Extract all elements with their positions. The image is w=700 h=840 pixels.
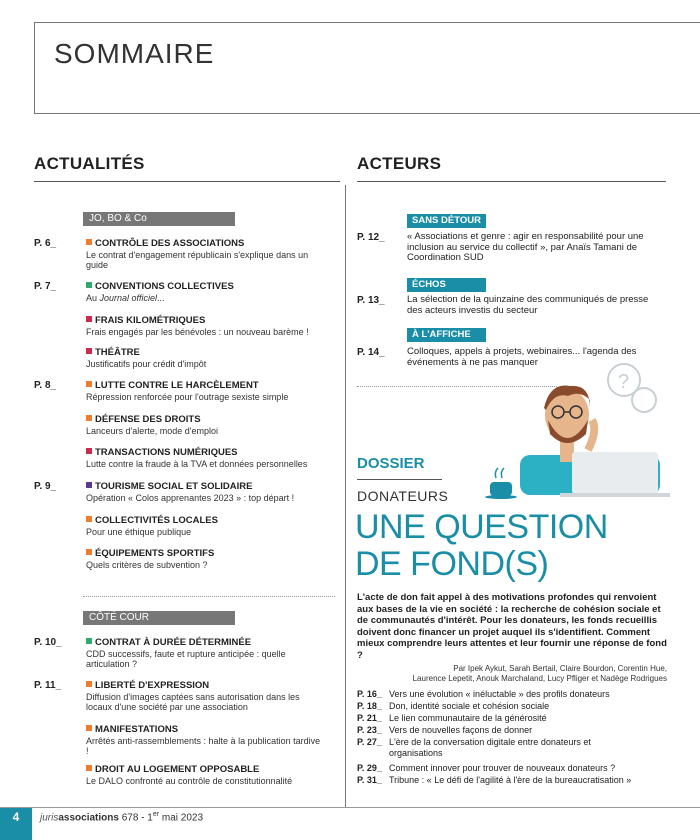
acteurs-tag: À L'AFFICHE (407, 328, 486, 342)
toc-item-title (86, 638, 321, 649)
toc-item-desc: Pour une éthique publique (86, 526, 192, 537)
toc-item[interactable] (86, 448, 321, 469)
toc-item-title (86, 282, 321, 293)
toc-item-title (86, 239, 321, 250)
desc-pre: Au (86, 292, 100, 303)
toc-item-desc: Le DALO confronté au contrôle de constitutionnalité (86, 775, 293, 786)
page-ref: P. 13_ (357, 295, 385, 306)
page-ref: P. 12_ (357, 232, 385, 243)
issue: 678 - 1 (118, 812, 153, 824)
toc-item-desc: Lanceurs d'alerte, mode d'emploi (86, 425, 219, 436)
footer-rule (0, 807, 700, 808)
page-ref: P. 9_ (34, 481, 57, 492)
dossier-row-title: L'ère de la conversation digitale entre donateurs et organisations (389, 737, 591, 758)
toc-item-title (86, 381, 321, 392)
page-ref: P. 11_ (34, 680, 62, 691)
toc-item[interactable] (86, 482, 321, 503)
dossier-title-line1: UNE QUESTION (355, 508, 608, 546)
toc-item-title-text: FRAIS KILOMÉTRIQUES (95, 315, 206, 326)
toc-item-title (86, 725, 321, 736)
toc-item-title-text: TOURISME SOCIAL ET SOLIDAIRE (95, 481, 253, 492)
page-ref: P. 14_ (357, 347, 385, 358)
toc-item[interactable] (86, 415, 321, 436)
toc-item[interactable] (86, 725, 321, 757)
issue-sup: er (152, 811, 160, 818)
category-square-icon (86, 316, 92, 322)
toc-item[interactable] (86, 282, 321, 303)
dossier-row[interactable] (357, 713, 667, 724)
dossier-row[interactable] (357, 725, 667, 736)
toc-item[interactable] (86, 681, 321, 713)
toc-item-title-text: CONTRÔLE DES ASSOCIATIONS (95, 238, 245, 249)
desc-post: ... (157, 292, 165, 303)
page-ref: P. 18_ (357, 701, 382, 711)
acteurs-heading: ACTEURS (357, 154, 442, 173)
page-ref: P. 29_ (357, 763, 382, 773)
toc-item[interactable] (86, 638, 321, 670)
category-square-icon (86, 381, 92, 387)
toc-item[interactable] (86, 516, 321, 537)
dossier-row-title: Le lien communautaire de la générosité (389, 713, 547, 723)
toc-item[interactable] (86, 316, 321, 337)
toc-item-desc: Arrêtés anti-rassemblements : halte à la publication tardive ! (86, 735, 321, 756)
category-square-icon (86, 282, 92, 288)
toc-item-title-text: COLLECTIVITÉS LOCALES (95, 515, 218, 526)
acteurs-rule (357, 181, 666, 182)
toc-item-title-text: DROIT AU LOGEMENT OPPOSABLE (95, 764, 260, 775)
dossier-row[interactable] (357, 763, 667, 774)
dossier-authors-2: Laurence Lepetit, Anouk Marchaland, Lucy Pfliger et Nadège Rodrigues (412, 674, 667, 683)
dossier-row[interactable] (357, 701, 667, 712)
donor-illustration (460, 360, 680, 500)
dossier-row-title: Vers de nouvelles façons de donner (389, 725, 533, 735)
toc-item-title (86, 765, 321, 776)
toc-item[interactable] (86, 765, 321, 786)
toc-item-title-text: MANIFESTATIONS (95, 724, 179, 735)
category-square-icon (86, 239, 92, 245)
toc-item-title-text: DÉFENSE DES DROITS (95, 414, 201, 425)
brand-associations: associations (58, 812, 119, 824)
toc-item-desc: CDD successifs, faute et rupture anticipée : quelle articulation ? (86, 648, 286, 669)
toc-item[interactable] (86, 239, 321, 271)
toc-item-title-text: TRANSACTIONS NUMÉRIQUES (95, 447, 238, 458)
toc-item-title (86, 316, 321, 327)
dossier-row[interactable] (357, 737, 667, 758)
dossier-label: DOSSIER (357, 455, 425, 472)
toc-item-desc: Lutte contre la fraude à la TVA et données personnelles (86, 458, 308, 469)
toc-item-desc: Frais engagés par les bénévoles : un nouveau barème ! (86, 326, 309, 337)
page-title: SOMMAIRE (54, 38, 215, 69)
brand-juris: juris (40, 812, 59, 824)
category-square-icon (86, 348, 92, 354)
category-square-icon (86, 638, 92, 644)
toc-item-desc: Opération « Colos apprenantes 2023 » : top départ ! (86, 492, 295, 503)
toc-item-title-text: CONTRAT À DURÉE DÉTERMINÉE (95, 637, 252, 648)
section-jo-bo: JO, BO & Co (83, 212, 235, 226)
acteurs-item[interactable]: La sélection de la quinzaine des communiqués de presse des acteurs investis du secteur (407, 294, 649, 316)
toc-item-title-text: LUTTE CONTRE LE HARCÈLEMENT (95, 380, 259, 391)
page-ref: P. 21_ (357, 713, 382, 723)
column-divider (345, 185, 346, 807)
separator (83, 596, 335, 597)
toc-item-desc: Quels critères de subvention ? (86, 559, 208, 570)
category-square-icon (86, 516, 92, 522)
section-cote-cour: CÔTÉ COUR (83, 611, 235, 625)
dossier-row-title: Tribune : « Le défi de l'agilité à l'ère de la bureaucratisation » (389, 775, 632, 785)
page-ref: P. 31_ (357, 775, 382, 785)
dossier-authors-1: Par Ipek Aykut, Sarah Bertail, Claire Bourdon, Corentin Hue, (453, 664, 667, 673)
actualites-rule (34, 181, 340, 182)
toc-item-title-text: THÉÂTRE (95, 347, 140, 358)
acteurs-item[interactable]: « Associations et genre : agir en responsabilité pour une inclusion au service du collectif », par Anaïs Tamani de Coordination SUD (407, 231, 644, 263)
date: mai 2023 (159, 812, 204, 824)
dossier-row-title: Don, identité sociale et cohésion sociale (389, 701, 550, 711)
acteurs-tag: ÉCHOS (407, 278, 486, 292)
toc-item-title (86, 415, 321, 426)
toc-item-title (86, 681, 321, 692)
category-square-icon (86, 725, 92, 731)
toc-item-desc: Répression renforcée pour l'outrage sexiste simple (86, 391, 289, 402)
page-ref: P. 10_ (34, 637, 62, 648)
toc-item-desc: Le contrat d'engagement républicain s'explique dans un guide (86, 249, 309, 270)
footer-publication (40, 811, 203, 823)
page-ref: P. 16_ (357, 689, 382, 699)
actualites-heading: ACTUALITÉS (34, 154, 145, 173)
acteurs-item[interactable]: Colloques, appels à projets, webinaires... l'agenda des événements à ne pas manquer (407, 346, 637, 368)
dossier-row-title: Comment innover pour trouver de nouveaux donateurs ? (389, 763, 616, 773)
toc-item-desc (86, 293, 321, 304)
page-ref: P. 8_ (34, 380, 57, 391)
category-square-icon (86, 549, 92, 555)
toc-item-title (86, 516, 321, 527)
acteurs-tag: SANS DÉTOUR (407, 214, 486, 228)
category-square-icon (86, 482, 92, 488)
toc-item[interactable] (86, 381, 321, 402)
toc-item-title (86, 549, 321, 560)
toc-item-title (86, 482, 321, 493)
category-square-icon (86, 765, 92, 771)
toc-item-title (86, 348, 321, 359)
page-ref: P. 6_ (34, 238, 57, 249)
page-ref: P. 27_ (357, 737, 382, 747)
toc-item-title-text: CONVENTIONS COLLECTIVES (95, 281, 234, 292)
dossier-row[interactable] (357, 689, 667, 700)
category-square-icon (86, 448, 92, 454)
dossier-rule (357, 479, 442, 480)
toc-item-title-text: LIBERTÉ D'EXPRESSION (95, 680, 210, 691)
toc-item-desc: Diffusion d'images captées sans autorisation dans les locaux d'une société par une association (86, 691, 300, 712)
category-square-icon (86, 681, 92, 687)
page-number: 4 (0, 808, 32, 840)
dossier-title-line2: DE FOND(S) (355, 545, 549, 583)
category-square-icon (86, 415, 92, 421)
toc-item[interactable] (86, 348, 321, 369)
dossier-intro: L'acte de don fait appel à des motivations profondes qui renvoient aux bases de la vie en société : la recherche de cohésion sociale et de communautés d'intérêt. Pour les donateurs, les fonds recueillis doivent donc financer un projet auquel ils s'identifient. Comment mieux comprendre leurs attentes et leur fournir une réponse de fond ? (357, 592, 667, 661)
toc-item-desc: Justificatifs pour crédit d'impôt (86, 358, 207, 369)
toc-item-title (86, 448, 321, 459)
page-ref: P. 7_ (34, 281, 57, 292)
toc-item-title-text: ÉQUIPEMENTS SPORTIFS (95, 548, 215, 559)
dossier-row-title: Vers une évolution « inéluctable » des profils donateurs (389, 689, 610, 699)
dossier-subtitle: DONATEURS (357, 488, 449, 504)
svg-text:?: ? (618, 371, 630, 393)
page-ref: P. 23_ (357, 725, 382, 735)
toc-item[interactable] (86, 549, 321, 570)
dossier-row[interactable] (357, 775, 667, 786)
desc-em: Journal officiel (99, 292, 158, 303)
